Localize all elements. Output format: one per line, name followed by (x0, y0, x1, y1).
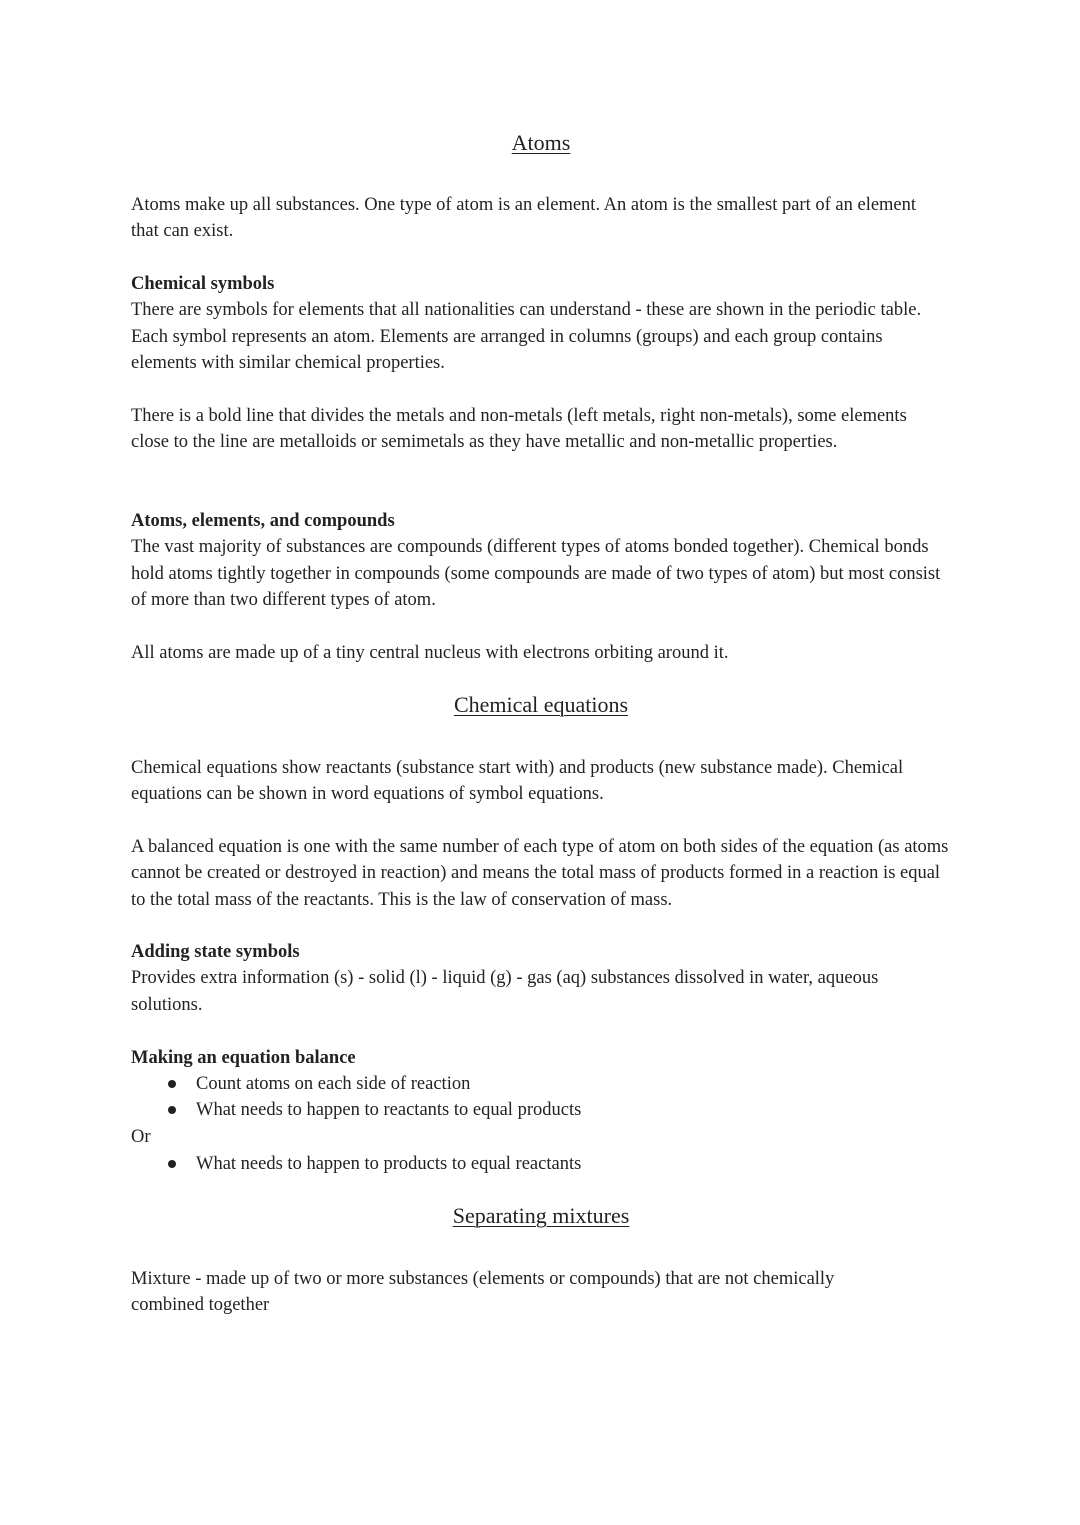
equations-intro: Chemical equations show reactants (substance start with) and products (new substance made). Chemical equations can be shown in word equations of symbol equations. (131, 758, 904, 805)
balanced-equation-paragraph: A balanced equation is one with the same number of each type of atom on both sides of the equation (as atoms cannot be created or destroyed in reaction) and means the total mass of products formed in a reaction is equal to the total mass of the reactants. This is the law of conservation of mass. (131, 837, 949, 910)
balance-steps-list-alt (131, 1151, 951, 1177)
state-symbols-heading: Adding state symbols (131, 942, 300, 962)
bold-line-paragraph: There is a bold line that divides the metals and non-metals (left metals, right non-metals), some elements close to the line are metalloids or semimetals as they have metallic and non-metallic properties. (131, 406, 907, 453)
compounds-section (131, 508, 951, 613)
list-item (131, 1097, 951, 1123)
nucleus-paragraph: All atoms are made up of a tiny central nucleus with electrons orbiting around it. (131, 643, 729, 663)
compounds-text: The vast majority of substances are compounds (different types of atoms bonded together). Chemical bonds hold atoms tightly together in compounds (some compounds are made of two types of atom) but most consist of more than two different types of atom. (131, 537, 941, 610)
bullet-icon (168, 1080, 176, 1088)
bullet-icon (168, 1160, 176, 1168)
equation-balance-heading: Making an equation balance (131, 1048, 356, 1068)
list-item-text: What needs to happen to reactants to equal products (196, 1100, 582, 1121)
list-item-text: Count atoms on each side of reaction (196, 1074, 471, 1094)
atoms-intro: Atoms make up all substances. One type of atom is an element. An atom is the smallest part of an element that can exist. (131, 195, 917, 242)
list-item-text: What needs to happen to products to equal reactants (196, 1154, 582, 1174)
section-title-chemical-equations: Chemical equations (453, 692, 629, 717)
list-item (131, 1151, 951, 1177)
compounds-heading: Atoms, elements, and compounds (131, 511, 395, 531)
chemical-symbols-heading: Chemical symbols (131, 274, 275, 294)
section-title-atoms: Atoms (511, 130, 571, 155)
balance-steps-list (131, 1071, 951, 1124)
mixture-definition: Mixture - made up of two or more substances (elements or compounds) that are not chemically combined together (131, 1269, 835, 1316)
list-item (131, 1071, 951, 1097)
chemical-symbols-text: There are symbols for elements that all nationalities can understand - these are shown in the periodic table. Each symbol represents an atom. Elements are arranged in columns (groups) and each group contains elements with similar chemical properties. (131, 300, 922, 373)
chemical-symbols-section (131, 271, 951, 376)
state-symbols-section (131, 939, 951, 1018)
state-symbols-text: Provides extra information (s) - solid (l) - liquid (g) - gas (aq) substances dissolved in water, aqueous solutions. (131, 968, 879, 1015)
section-title-separating-mixtures: Separating mixtures (452, 1203, 630, 1228)
or-label: Or (131, 1127, 151, 1147)
bullet-icon (168, 1106, 176, 1114)
